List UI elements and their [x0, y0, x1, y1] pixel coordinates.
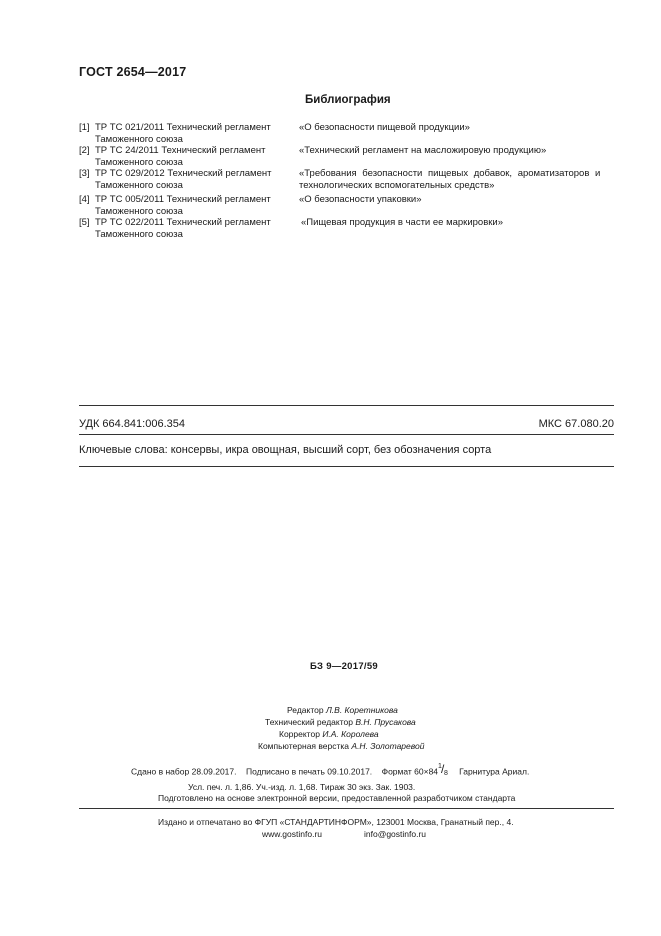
- entry-regulation: [95, 145, 265, 168]
- regulation-line: Таможенного союза: [95, 228, 183, 240]
- regulation-line: Таможенного союза: [95, 156, 183, 168]
- entry-number: [1]: [79, 122, 90, 133]
- entry-number: [5]: [79, 217, 90, 228]
- bottom-divider: [79, 466, 614, 467]
- regulation-line: Таможенного союза: [95, 133, 183, 145]
- top-divider: [79, 405, 614, 406]
- entry-regulation: [95, 194, 271, 217]
- entry-title-line: «Технический регламент на масложировую продукцию»: [299, 145, 547, 156]
- tech-editor-credit: [265, 717, 416, 727]
- entry-regulation: [95, 168, 271, 191]
- entry-title: [299, 122, 615, 134]
- entry-number: [3]: [79, 168, 90, 179]
- regulation-line: ТР ТС 24/2011 Технический регламент: [95, 145, 266, 156]
- regulation-line: ТР ТС 029/2012 Технический регламент: [95, 168, 272, 179]
- editor-label: Редактор: [287, 705, 324, 715]
- entry-number: [2]: [79, 145, 90, 156]
- entry-title: [299, 194, 615, 206]
- entry-title-line: «О безопасности пищевой продукции»: [299, 122, 470, 133]
- mks-code: МКС 67.080.20: [538, 418, 614, 430]
- regulation-line: ТР ТС 022/2011 Технический регламент: [95, 217, 271, 228]
- editor-name: Л.В. Коретникова: [325, 705, 398, 715]
- entry-title-line: технологических вспомогательных средств»: [299, 179, 495, 191]
- typeset-date: Сдано в набор 28.09.2017.: [131, 766, 237, 777]
- entry-title-line: «Требования безопасности пищевых добавок, ароматизаторов и: [299, 168, 601, 179]
- tech-editor-label: Технический редактор: [265, 717, 353, 727]
- entry-number: [4]: [79, 194, 90, 205]
- website-link[interactable]: www.gostinfo.ru: [262, 829, 322, 839]
- paper-format: Формат 60×84: [381, 766, 439, 777]
- publisher-line: Издано и отпечатано во ФГУП «СТАНДАРТИНФОРМ», 123001 Москва, Гранатный пер., 4.: [158, 817, 514, 827]
- prepared-note: Подготовлено на основе электронной версии, предоставленной разработчиком стандарта: [158, 793, 516, 803]
- keywords-line: Ключевые слова: консервы, икра овощная, высший сорт, без обозначения сорта: [79, 444, 492, 456]
- print-details-line: [131, 762, 530, 778]
- print-volume-line: Усл. печ. л. 1,86. Уч.-изд. л. 1,68. Тираж 30 экз. Зак. 1903.: [188, 782, 416, 792]
- corrector-label: Корректор: [279, 729, 320, 739]
- bibliography-title: Библиография: [305, 94, 391, 106]
- layout-name: А.Н. Золотаревой: [351, 741, 425, 751]
- corrector-name: И.А. Королева: [322, 729, 379, 739]
- entry-title: [299, 168, 615, 191]
- regulation-line: ТР ТС 021/2011 Технический регламент: [95, 122, 271, 133]
- layout-credit: [258, 741, 424, 751]
- format-fraction: 1 / 8: [438, 762, 448, 777]
- middle-divider: [79, 434, 614, 435]
- entry-regulation: [95, 217, 271, 240]
- signed-date: Подписано в печать 09.10.2017.: [245, 766, 373, 777]
- regulation-line: Таможенного союза: [95, 179, 183, 191]
- entry-title-line: «Пищевая продукция в части ее маркировки»: [301, 217, 503, 228]
- entry-title: [299, 145, 615, 157]
- typeface: Гарнитура Ариал.: [459, 766, 530, 777]
- entry-title-line: «О безопасности упаковки»: [299, 194, 422, 205]
- document-code: ГОСТ 2654—2017: [79, 65, 187, 79]
- tech-editor-name: В.Н. Прусакова: [355, 717, 416, 727]
- regulation-line: Таможенного союза: [95, 205, 183, 217]
- editor-credit: [287, 705, 398, 715]
- entry-title: [301, 217, 617, 229]
- email-link[interactable]: info@gostinfo.ru: [364, 829, 427, 839]
- imprint-divider: [79, 808, 614, 809]
- udk-code: УДК 664.841:006.354: [79, 418, 185, 430]
- layout-label: Компьютерная верстка: [258, 741, 350, 751]
- entry-regulation: [95, 122, 271, 145]
- bz-code: БЗ 9—2017/59: [310, 661, 379, 672]
- regulation-line: ТР ТС 005/2011 Технический регламент: [95, 194, 271, 205]
- corrector-credit: [279, 729, 379, 739]
